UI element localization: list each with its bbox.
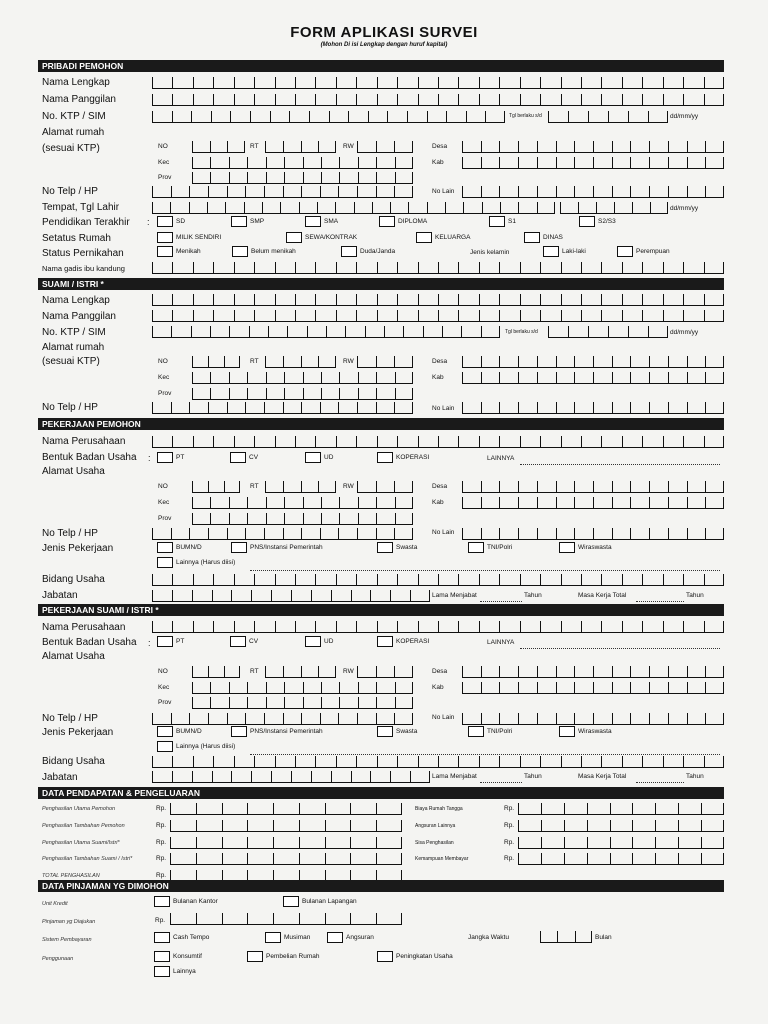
field-label: Nama Perusahaan bbox=[42, 622, 126, 633]
sistem-angsuran-checkbox[interactable] bbox=[327, 932, 343, 943]
sub-label: Tahun bbox=[524, 773, 542, 780]
sub-label: RW bbox=[343, 483, 354, 490]
income-label: Penghasilan Utama Suami/Istri* bbox=[42, 840, 120, 846]
expense-label: Angsuran Lainnya bbox=[415, 823, 456, 829]
unit-bulanan-lapangan-checkbox[interactable] bbox=[283, 896, 299, 907]
sub-label: dd/mm/yy bbox=[670, 113, 699, 120]
char-box-field[interactable] bbox=[357, 479, 413, 493]
rumah-milik-sendiri-label: MILIK SENDIRI bbox=[176, 234, 222, 241]
section-pribadi-pemohon: PRIBADI PEMOHON bbox=[38, 60, 724, 72]
sub-label: Prov bbox=[158, 174, 172, 181]
sub-label: Desa bbox=[432, 358, 448, 365]
pasangan-badan-cv-label: CV bbox=[249, 638, 259, 645]
field-label: Sistem Pembayaran bbox=[42, 937, 92, 943]
sub-label: RT bbox=[250, 483, 259, 490]
sub-label: Prov bbox=[158, 699, 172, 706]
colon-separator: : bbox=[147, 217, 150, 227]
jenis-tni-polri-checkbox[interactable] bbox=[468, 542, 484, 553]
badan-pt-label: PT bbox=[176, 454, 185, 461]
field-label: Nama Perusahaan bbox=[42, 436, 126, 447]
sub-label: RW bbox=[343, 668, 354, 675]
char-box-field[interactable] bbox=[265, 664, 336, 678]
unit-bulanan-kantor-checkbox[interactable] bbox=[154, 896, 170, 907]
sub-label: No Lain bbox=[432, 405, 455, 412]
char-box-field[interactable] bbox=[462, 495, 724, 509]
sub-label: Tgl berlaku s/d bbox=[509, 113, 542, 119]
field-label: Status Pernikahan bbox=[42, 248, 124, 259]
char-box-field[interactable] bbox=[192, 495, 413, 509]
expense-boxes[interactable] bbox=[518, 818, 724, 832]
nama-panggilan-boxes[interactable] bbox=[152, 92, 724, 106]
jk-perempuan-label: Perempuan bbox=[636, 248, 670, 255]
jenis-pns-checkbox[interactable] bbox=[231, 542, 247, 553]
sistem-musiman-checkbox[interactable] bbox=[265, 932, 281, 943]
sub-label: Rp. bbox=[156, 839, 167, 846]
field-label: Alamat rumah bbox=[42, 342, 105, 353]
pendidikan-sd-label: SD bbox=[176, 218, 186, 225]
sub-label: Rp. bbox=[504, 822, 515, 829]
jenis-lainnya-label: Lainnya (Harus diisi) bbox=[176, 559, 236, 566]
sub-label: Tahun bbox=[686, 592, 704, 599]
sistem-cash-tempo-checkbox[interactable] bbox=[154, 932, 170, 943]
field-label: No Telp / HP bbox=[42, 713, 98, 724]
char-box-field[interactable] bbox=[357, 664, 413, 678]
perusahaan-boxes[interactable] bbox=[152, 434, 724, 448]
nikah-duda-janda-checkbox[interactable] bbox=[341, 246, 357, 257]
ktp-boxes[interactable] bbox=[152, 109, 505, 123]
field-label: Bidang Usaha bbox=[42, 574, 105, 585]
sub-label: No Lain bbox=[432, 714, 455, 721]
badan-cv-label: CV bbox=[249, 454, 259, 461]
char-box-field[interactable] bbox=[357, 354, 413, 368]
field-label: Alamat rumah bbox=[42, 127, 105, 138]
rumah-milik-sendiri-checkbox[interactable] bbox=[157, 232, 173, 243]
income-label: Penghasilan Tambahan Pemohon bbox=[42, 823, 125, 829]
ttl-boxes[interactable] bbox=[152, 200, 555, 214]
alamat-desa-boxes[interactable] bbox=[462, 139, 724, 153]
guna-pembelian-rumah-checkbox[interactable] bbox=[247, 951, 263, 962]
income-label: Penghasilan Utama Pemohon bbox=[42, 806, 116, 812]
sub-label: Prov bbox=[158, 390, 172, 397]
alamat-kec-boxes[interactable] bbox=[192, 155, 413, 169]
sub-label: Jangka Waktu bbox=[468, 934, 509, 941]
form-title: FORM APLIKASI SURVEI bbox=[290, 24, 478, 41]
char-box-field[interactable] bbox=[192, 695, 413, 709]
sistem-cash-tempo-label: Cash Tempo bbox=[173, 934, 210, 941]
ktp-expiry-boxes[interactable] bbox=[548, 109, 668, 123]
sub-label: No Lain bbox=[432, 529, 455, 536]
field-label: Unit Kredit bbox=[42, 901, 68, 907]
char-box-field[interactable] bbox=[265, 479, 336, 493]
section-pendapatan: DATA PENDAPATAN & PENGELUARAN bbox=[38, 787, 724, 799]
sub-label: Rp. bbox=[504, 855, 515, 862]
jenis-wiraswasta-checkbox[interactable] bbox=[559, 542, 575, 553]
income-boxes[interactable] bbox=[170, 801, 402, 815]
bidang-usaha-boxes[interactable] bbox=[152, 572, 724, 586]
sub-label: dd/mm/yy bbox=[670, 329, 699, 336]
pasangan-badan-koperasi-checkbox[interactable] bbox=[377, 636, 393, 647]
pasangan-telp-boxes[interactable] bbox=[152, 400, 413, 414]
rumah-keluarga-checkbox[interactable] bbox=[416, 232, 432, 243]
field-label: Jenis Pekerjaan bbox=[42, 543, 114, 554]
income-label: TOTAL PENGHASILAN bbox=[42, 873, 100, 879]
char-box-field[interactable] bbox=[192, 479, 240, 493]
dotted-line-field[interactable] bbox=[480, 772, 522, 783]
pasangan-jenis-tni-polri-label: TNI/Polri bbox=[487, 728, 513, 735]
field-label: (sesuai KTP) bbox=[42, 356, 100, 367]
char-box-field[interactable] bbox=[192, 680, 413, 694]
section-pekerjaan-pasangan: PEKERJAAN SUAMI / ISTRI * bbox=[38, 604, 724, 616]
sub-label: RT bbox=[250, 358, 259, 365]
expense-label: Sisa Penghasilan bbox=[415, 840, 454, 846]
pasangan-jenis-bumn-checkbox[interactable] bbox=[157, 726, 173, 737]
rumah-sewa-kontrak-label: SEWA/KONTRAK bbox=[305, 234, 358, 241]
sub-label: Rp. bbox=[156, 855, 167, 862]
sub-label: dd/mm/yy bbox=[670, 205, 699, 212]
ibu-kandung-boxes[interactable] bbox=[152, 260, 724, 274]
field-label: Jenis Pekerjaan bbox=[42, 727, 114, 738]
nama-lengkap-boxes[interactable] bbox=[152, 75, 724, 89]
pendidikan-s2s3-checkbox[interactable] bbox=[579, 216, 595, 227]
alamat-no-boxes[interactable] bbox=[192, 139, 245, 153]
pasangan-usaha-telp-boxes[interactable] bbox=[152, 711, 413, 725]
nikah-menikah-label: Menikah bbox=[176, 248, 201, 255]
char-box-field[interactable] bbox=[462, 526, 724, 540]
unit-bulanan-kantor-label: Bulanan Kantor bbox=[173, 898, 218, 905]
field-label: Jabatan bbox=[42, 772, 78, 783]
alamat-kab-boxes[interactable] bbox=[462, 155, 724, 169]
sub-label: Kab bbox=[432, 159, 444, 166]
jenis-lainnya-checkbox[interactable] bbox=[157, 557, 173, 568]
pasangan-jenis-bumn-label: BUMN/D bbox=[176, 728, 202, 735]
field-label: Pinjaman yg Diajukan bbox=[42, 919, 96, 925]
sub-label: Kab bbox=[432, 374, 444, 381]
field-label: Jabatan bbox=[42, 590, 78, 601]
field-label: No Telp / HP bbox=[42, 402, 98, 413]
sub-label: Kec bbox=[158, 684, 170, 691]
alamat-rw-boxes[interactable] bbox=[357, 139, 413, 153]
char-box-field[interactable] bbox=[192, 354, 240, 368]
sub-label: Rp. bbox=[156, 822, 167, 829]
expense-boxes[interactable] bbox=[518, 835, 724, 849]
char-box-field[interactable] bbox=[462, 664, 724, 678]
jenis-tni-polri-label: TNI/Polri bbox=[487, 544, 513, 551]
field-label: No. KTP / SIM bbox=[42, 327, 106, 338]
jenis-bumn-checkbox[interactable] bbox=[157, 542, 173, 553]
sub-label: RT bbox=[250, 143, 259, 150]
sub-label: Jenis kelamin bbox=[470, 249, 510, 256]
jenis-wiraswasta-label: Wiraswasta bbox=[578, 544, 612, 551]
expense-label: Kemampuan Membayar bbox=[415, 856, 469, 862]
pendidikan-sd-checkbox[interactable] bbox=[157, 216, 173, 227]
alamat-rt-boxes[interactable] bbox=[265, 139, 336, 153]
pendidikan-diploma-label: DIPLOMA bbox=[398, 218, 428, 225]
expense-label: Biaya Rumah Tangga bbox=[415, 806, 463, 812]
field-label: No. KTP / SIM bbox=[42, 111, 106, 122]
sub-label: No Lain bbox=[432, 188, 455, 195]
sub-label: LAINNYA bbox=[487, 639, 515, 646]
rumah-sewa-kontrak-checkbox[interactable] bbox=[286, 232, 302, 243]
pendidikan-diploma-checkbox[interactable] bbox=[379, 216, 395, 227]
field-label: Bentuk Badan Usaha bbox=[42, 452, 137, 463]
sub-label: Kec bbox=[158, 159, 170, 166]
sub-label: Rp. bbox=[156, 805, 167, 812]
dotted-line-field[interactable] bbox=[520, 638, 720, 649]
colon-separator: : bbox=[148, 638, 151, 648]
pendidikan-s1-label: S1 bbox=[508, 218, 516, 225]
dotted-line-field[interactable] bbox=[636, 591, 684, 602]
field-label: Nama gadis ibu kandung bbox=[42, 264, 125, 273]
pendidikan-s2s3-label: S2/S3 bbox=[598, 218, 616, 225]
guna-lainnya-checkbox[interactable] bbox=[154, 966, 170, 977]
sub-label: Rp. bbox=[155, 917, 166, 924]
guna-konsumtif-checkbox[interactable] bbox=[154, 951, 170, 962]
jangka-boxes[interactable] bbox=[540, 929, 592, 943]
sub-label: NO bbox=[158, 668, 168, 675]
pasangan-jenis-wiraswasta-checkbox[interactable] bbox=[559, 726, 575, 737]
char-box-field[interactable] bbox=[265, 354, 336, 368]
dotted-line-field[interactable] bbox=[250, 560, 720, 571]
char-box-field[interactable] bbox=[462, 680, 724, 694]
pasangan-bidang-usaha-boxes[interactable] bbox=[152, 754, 724, 768]
expense-boxes[interactable] bbox=[518, 851, 724, 865]
char-box-field[interactable] bbox=[192, 664, 240, 678]
jabatan-boxes[interactable] bbox=[152, 588, 430, 602]
badan-koperasi-checkbox[interactable] bbox=[377, 452, 393, 463]
pendidikan-sma-checkbox[interactable] bbox=[305, 216, 321, 227]
sub-label: Kec bbox=[158, 374, 170, 381]
field-label: Pendidikan Terakhir bbox=[42, 217, 130, 228]
field-label: (sesuai KTP) bbox=[42, 143, 100, 154]
jenis-swasta-label: Swasta bbox=[396, 544, 418, 551]
pasangan-jenis-tni-polri-checkbox[interactable] bbox=[468, 726, 484, 737]
pasangan-badan-ud-checkbox[interactable] bbox=[305, 636, 321, 647]
char-box-field[interactable] bbox=[192, 370, 413, 384]
usaha-telp-boxes[interactable] bbox=[152, 526, 413, 540]
field-label: Nama Panggilan bbox=[42, 94, 116, 105]
income-label: Penghasilan Tambahan Suami / Istri* bbox=[42, 856, 133, 862]
jk-perempuan-checkbox[interactable] bbox=[617, 246, 633, 257]
jenis-swasta-checkbox[interactable] bbox=[377, 542, 393, 553]
tgl-lahir-boxes[interactable] bbox=[560, 200, 668, 214]
pendidikan-smp-checkbox[interactable] bbox=[231, 216, 247, 227]
field-label: Nama Lengkap bbox=[42, 295, 110, 306]
rumah-dinas-checkbox[interactable] bbox=[524, 232, 540, 243]
sub-label: Tahun bbox=[524, 592, 542, 599]
pendidikan-s1-checkbox[interactable] bbox=[489, 216, 505, 227]
pasangan-jabatan-boxes[interactable] bbox=[152, 769, 430, 783]
field-label: No Telp / HP bbox=[42, 528, 98, 539]
pasangan-nama-panggilan-boxes[interactable] bbox=[152, 308, 724, 322]
sub-label: Desa bbox=[432, 483, 448, 490]
field-label: Nama Panggilan bbox=[42, 311, 116, 322]
field-label: Bentuk Badan Usaha bbox=[42, 637, 137, 648]
sub-label: Lama Menjabat bbox=[432, 773, 477, 780]
pinjaman-boxes[interactable] bbox=[170, 911, 402, 925]
char-box-field[interactable] bbox=[192, 511, 413, 525]
dotted-line-field[interactable] bbox=[520, 454, 720, 465]
sub-label: NO bbox=[158, 483, 168, 490]
sub-label: Kab bbox=[432, 684, 444, 691]
income-boxes[interactable] bbox=[170, 851, 402, 865]
sub-label: Masa Kerja Total bbox=[578, 592, 627, 599]
guna-peningkatan-usaha-label: Peningkatan Usaha bbox=[396, 953, 453, 960]
pasangan-jenis-swasta-checkbox[interactable] bbox=[377, 726, 393, 737]
sub-label: Rp. bbox=[504, 805, 515, 812]
char-box-field[interactable] bbox=[462, 370, 724, 384]
field-label: Penggunaan bbox=[42, 956, 74, 962]
jk-laki-laki-label: Laki-laki bbox=[562, 248, 586, 255]
alamat-prov-boxes[interactable] bbox=[192, 170, 413, 184]
badan-cv-checkbox[interactable] bbox=[230, 452, 246, 463]
pasangan-badan-pt-label: PT bbox=[176, 638, 185, 645]
field-label: Alamat Usaha bbox=[42, 466, 105, 477]
income-boxes[interactable] bbox=[170, 835, 402, 849]
section-suami-istri: SUAMI / ISTRI * bbox=[38, 278, 724, 290]
form-subtitle: (Mohon Di isi Lengkap dengan huruf kapital) bbox=[320, 42, 448, 48]
sub-label: Kec bbox=[158, 499, 170, 506]
jenis-pns-label: PNS/Instansi Pemerintah bbox=[250, 544, 323, 551]
char-box-field[interactable] bbox=[462, 400, 724, 414]
jk-laki-laki-checkbox[interactable] bbox=[543, 246, 559, 257]
no-lain-boxes[interactable] bbox=[462, 184, 724, 198]
sub-label: LAINNYA bbox=[487, 455, 515, 462]
pendidikan-smp-label: SMP bbox=[250, 218, 265, 225]
sub-label: RT bbox=[250, 668, 259, 675]
guna-peningkatan-usaha-checkbox[interactable] bbox=[377, 951, 393, 962]
pasangan-ktp-boxes[interactable] bbox=[152, 324, 500, 338]
rumah-keluarga-label: KELUARGA bbox=[435, 234, 471, 241]
section-pekerjaan-pemohon: PEKERJAAN PEMOHON bbox=[38, 418, 724, 430]
dotted-line-field[interactable] bbox=[636, 772, 684, 783]
sub-label: Desa bbox=[432, 143, 448, 150]
sub-label: Bulan bbox=[595, 934, 612, 941]
sub-label: NO bbox=[158, 143, 168, 150]
char-box-field[interactable] bbox=[462, 479, 724, 493]
badan-ud-checkbox[interactable] bbox=[305, 452, 321, 463]
jenis-bumn-label: BUMN/D bbox=[176, 544, 202, 551]
pasangan-perusahaan-boxes[interactable] bbox=[152, 619, 724, 633]
colon-separator: : bbox=[148, 453, 151, 463]
nikah-duda-janda-label: Duda/Janda bbox=[360, 248, 396, 255]
sistem-musiman-label: Musiman bbox=[284, 934, 311, 941]
sub-label: RW bbox=[343, 358, 354, 365]
char-box-field[interactable] bbox=[462, 354, 724, 368]
pasangan-jenis-lainnya-label: Lainnya (Harus diisi) bbox=[176, 743, 236, 750]
sub-label: RW bbox=[343, 143, 354, 150]
rumah-dinas-label: DINAS bbox=[543, 234, 563, 241]
field-label: Nama Lengkap bbox=[42, 77, 110, 88]
field-label: Setatus Rumah bbox=[42, 233, 111, 244]
telp-boxes[interactable] bbox=[152, 184, 413, 198]
pasangan-badan-koperasi-label: KOPERASI bbox=[396, 638, 430, 645]
nikah-belum-menikah-label: Belum menikah bbox=[251, 248, 296, 255]
sub-label: Kab bbox=[432, 499, 444, 506]
sub-label: Tgl berlaku s/d bbox=[505, 329, 538, 335]
badan-ud-label: UD bbox=[324, 454, 334, 461]
nikah-menikah-checkbox[interactable] bbox=[157, 246, 173, 257]
sub-label: Lama Menjabat bbox=[432, 592, 477, 599]
income-boxes[interactable] bbox=[170, 818, 402, 832]
sistem-angsuran-label: Angsuran bbox=[346, 934, 374, 941]
pendidikan-sma-label: SMA bbox=[324, 218, 339, 225]
dotted-line-field[interactable] bbox=[480, 591, 522, 602]
sub-label: Prov bbox=[158, 515, 172, 522]
guna-lainnya-label: Lainnya bbox=[173, 968, 196, 975]
badan-pt-checkbox[interactable] bbox=[157, 452, 173, 463]
field-label: Alamat Usaha bbox=[42, 651, 105, 662]
section-pinjaman: DATA PINJAMAN YG DIMOHON bbox=[38, 880, 724, 892]
guna-konsumtif-label: Konsumtif bbox=[173, 953, 202, 960]
pasangan-jenis-lainnya-checkbox[interactable] bbox=[157, 741, 173, 752]
nikah-belum-menikah-checkbox[interactable] bbox=[232, 246, 248, 257]
pasangan-nama-lengkap-boxes[interactable] bbox=[152, 292, 724, 306]
sub-label: NO bbox=[158, 358, 168, 365]
char-box-field[interactable] bbox=[462, 711, 724, 725]
badan-koperasi-label: KOPERASI bbox=[396, 454, 430, 461]
guna-pembelian-rumah-label: Pembelian Rumah bbox=[266, 953, 320, 960]
pasangan-badan-ud-label: UD bbox=[324, 638, 334, 645]
pasangan-ktp-expiry-boxes[interactable] bbox=[548, 324, 668, 338]
pasangan-badan-cv-checkbox[interactable] bbox=[230, 636, 246, 647]
char-box-field[interactable] bbox=[192, 386, 413, 400]
pasangan-jenis-pns-label: PNS/Instansi Pemerintah bbox=[250, 728, 323, 735]
pasangan-badan-pt-checkbox[interactable] bbox=[157, 636, 173, 647]
field-label: No Telp / HP bbox=[42, 186, 98, 197]
pasangan-jenis-wiraswasta-label: Wiraswasta bbox=[578, 728, 612, 735]
sub-label: Tahun bbox=[686, 773, 704, 780]
expense-boxes[interactable] bbox=[518, 801, 724, 815]
pasangan-jenis-pns-checkbox[interactable] bbox=[231, 726, 247, 737]
sub-label: Masa Kerja Total bbox=[578, 773, 627, 780]
sub-label: Rp. bbox=[504, 839, 515, 846]
sub-label: Rp. bbox=[156, 872, 167, 879]
field-label: Bidang Usaha bbox=[42, 756, 105, 767]
pasangan-jenis-swasta-label: Swasta bbox=[396, 728, 418, 735]
field-label: Tempat, Tgl Lahir bbox=[42, 202, 120, 213]
unit-bulanan-lapangan-label: Bulanan Lapangan bbox=[302, 898, 357, 905]
sub-label: Desa bbox=[432, 668, 448, 675]
